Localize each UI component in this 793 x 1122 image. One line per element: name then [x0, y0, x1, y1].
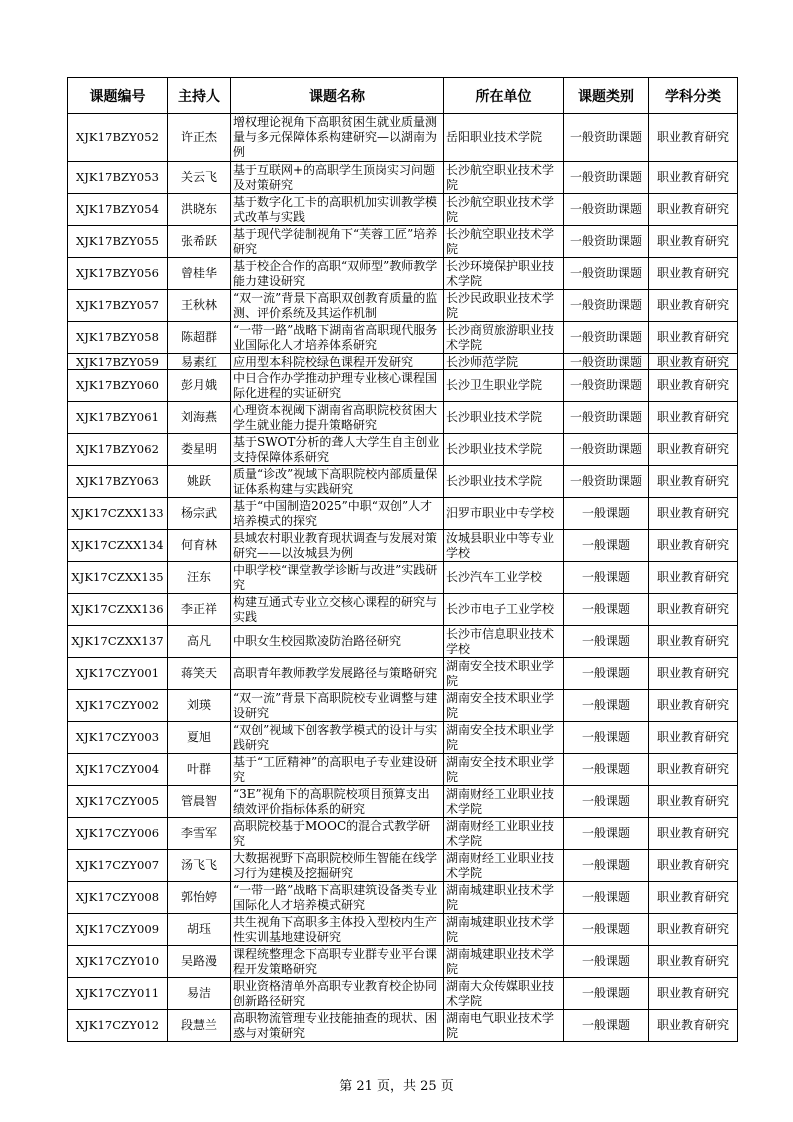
cell-field: 职业教育研究 [649, 722, 738, 754]
cell-field: 职业教育研究 [649, 690, 738, 722]
cell-host: 姚跃 [168, 466, 231, 498]
cell-title: “双一流”背景下高职双创教育质量的监测、评价系统及其运作机制 [231, 290, 444, 322]
cell-unit: 长沙卫生职业学院 [444, 370, 564, 402]
cell-host: 何育林 [168, 530, 231, 562]
table-row [68, 818, 738, 850]
cell-category: 一般资助课题 [564, 434, 649, 466]
cell-field: 职业教育研究 [649, 434, 738, 466]
header-code: 课题编号 [68, 78, 168, 114]
cell-unit: 长沙汽车工业学校 [444, 562, 564, 594]
table-row [68, 562, 738, 594]
cell-unit: 长沙航空职业技术学院 [444, 194, 564, 226]
table-row [68, 354, 738, 370]
cell-unit: 湖南安全技术职业学院 [444, 722, 564, 754]
cell-code: XJK17CZXX137 [68, 626, 168, 658]
cell-code: XJK17BZY056 [68, 258, 168, 290]
cell-unit: 湖南城建职业技术学院 [444, 946, 564, 978]
cell-title: 县域农村职业教育现状调查与发展对策研究——以汝城县为例 [231, 530, 444, 562]
cell-title: 应用型本科院校绿色课程开发研究 [231, 354, 444, 370]
table-row [68, 850, 738, 882]
cell-category: 一般资助课题 [564, 466, 649, 498]
cell-host: 夏旭 [168, 722, 231, 754]
cell-unit: 长沙航空职业技术学院 [444, 162, 564, 194]
cell-category: 一般课题 [564, 818, 649, 850]
cell-field: 职业教育研究 [649, 754, 738, 786]
cell-code: XJK17CZY009 [68, 914, 168, 946]
cell-field: 职业教育研究 [649, 226, 738, 258]
cell-unit: 长沙市信息职业技术学校 [444, 626, 564, 658]
cell-code: XJK17CZY001 [68, 658, 168, 690]
cell-host: 胡珏 [168, 914, 231, 946]
cell-category: 一般课题 [564, 946, 649, 978]
table-row [68, 978, 738, 1010]
cell-code: XJK17BZY052 [68, 114, 168, 162]
cell-title: “一带一路”战略下高职建筑设备类专业国际化人才培养模式研究 [231, 882, 444, 914]
cell-unit: 汝城县职业中等专业学校 [444, 530, 564, 562]
cell-title: 质量“诊改”视域下高职院校内部质量保证体系构建与实践研究 [231, 466, 444, 498]
cell-unit: 汨罗市职业中专学校 [444, 498, 564, 530]
cell-unit: 长沙商贸旅游职业技术学院 [444, 322, 564, 354]
header-title: 课题名称 [231, 78, 444, 114]
cell-code: XJK17BZY058 [68, 322, 168, 354]
cell-category: 一般资助课题 [564, 290, 649, 322]
cell-category: 一般课题 [564, 530, 649, 562]
cell-title: 基于校企合作的高职“双师型”教师教学能力建设研究 [231, 258, 444, 290]
page-footer: 第 21 页，共 25 页 [339, 1079, 454, 1094]
cell-field: 职业教育研究 [649, 1010, 738, 1042]
cell-category: 一般资助课题 [564, 194, 649, 226]
cell-host: 张希跃 [168, 226, 231, 258]
cell-host: 李雪军 [168, 818, 231, 850]
cell-code: XJK17BZY063 [68, 466, 168, 498]
cell-field: 职业教育研究 [649, 658, 738, 690]
cell-host: 曾桂华 [168, 258, 231, 290]
table-row [68, 114, 738, 162]
cell-title: 高职院校基于MOOC的混合式教学研究 [231, 818, 444, 850]
cell-category: 一般资助课题 [564, 114, 649, 162]
cell-code: XJK17BZY060 [68, 370, 168, 402]
cell-host: 蒋笑天 [168, 658, 231, 690]
cell-code: XJK17CZY002 [68, 690, 168, 722]
cell-unit: 湖南财经工业职业技术学院 [444, 786, 564, 818]
cell-code: XJK17BZY062 [68, 434, 168, 466]
cell-category: 一般课题 [564, 690, 649, 722]
cell-title: 中职学校“课堂教学诊断与改进”实践研究 [231, 562, 444, 594]
table-row [68, 194, 738, 226]
cell-code: XJK17BZY057 [68, 290, 168, 322]
cell-host: 李正祥 [168, 594, 231, 626]
cell-host: 管晨智 [168, 786, 231, 818]
cell-unit: 湖南安全技术职业学院 [444, 658, 564, 690]
cell-title: 基于数字化工卡的高职机加实训教学模式改革与实践 [231, 194, 444, 226]
cell-code: XJK17CZY010 [68, 946, 168, 978]
cell-unit: 湖南安全技术职业学院 [444, 690, 564, 722]
cell-unit: 湖南财经工业职业技术学院 [444, 818, 564, 850]
cell-unit: 长沙师范学院 [444, 354, 564, 370]
cell-host: 关云飞 [168, 162, 231, 194]
cell-unit: 湖南财经工业职业技术学院 [444, 850, 564, 882]
cell-host: 汪东 [168, 562, 231, 594]
cell-field: 职业教育研究 [649, 626, 738, 658]
cell-title: “一带一路”战略下湖南省高职现代服务业国际化人才培养体系研究 [231, 322, 444, 354]
cell-code: XJK17CZY007 [68, 850, 168, 882]
cell-host: 彭月娥 [168, 370, 231, 402]
cell-title: “双创”视域下创客教学模式的设计与实践研究 [231, 722, 444, 754]
table-row [68, 258, 738, 290]
cell-host: 易洁 [168, 978, 231, 1010]
cell-category: 一般课题 [564, 562, 649, 594]
cell-category: 一般课题 [564, 658, 649, 690]
table-row [68, 434, 738, 466]
cell-field: 职业教育研究 [649, 914, 738, 946]
cell-host: 刘瑛 [168, 690, 231, 722]
table-row [68, 626, 738, 658]
header-field: 学科分类 [649, 78, 738, 114]
cell-code: XJK17BZY053 [68, 162, 168, 194]
cell-field: 职业教育研究 [649, 530, 738, 562]
table-row [68, 594, 738, 626]
cell-code: XJK17BZY061 [68, 402, 168, 434]
table-row [68, 466, 738, 498]
header-category: 课题类别 [564, 78, 649, 114]
cell-category: 一般课题 [564, 786, 649, 818]
cell-title: 构建互通式专业立交核心课程的研究与实践 [231, 594, 444, 626]
cell-code: XJK17BZY054 [68, 194, 168, 226]
table-row [68, 530, 738, 562]
cell-title: 增权理论视角下高职贫困生就业质量测量与多元保障体系构建研究—以湖南为例 [231, 114, 444, 162]
table-header-row [68, 78, 738, 114]
cell-code: XJK17CZY006 [68, 818, 168, 850]
table-row [68, 914, 738, 946]
table-row [68, 882, 738, 914]
cell-field: 职业教育研究 [649, 594, 738, 626]
cell-title: 课程统整理念下高职专业群专业平台课程开发策略研究 [231, 946, 444, 978]
cell-code: XJK17CZY011 [68, 978, 168, 1010]
cell-title: 中职女生校园欺凌防治路径研究 [231, 626, 444, 658]
cell-host: 易素红 [168, 354, 231, 370]
cell-host: 段慧兰 [168, 1010, 231, 1042]
cell-field: 职业教育研究 [649, 978, 738, 1010]
cell-field: 职业教育研究 [649, 946, 738, 978]
cell-field: 职业教育研究 [649, 850, 738, 882]
cell-category: 一般资助课题 [564, 402, 649, 434]
cell-category: 一般课题 [564, 978, 649, 1010]
table-row [68, 162, 738, 194]
cell-category: 一般课题 [564, 850, 649, 882]
table-row [68, 946, 738, 978]
cell-category: 一般课题 [564, 722, 649, 754]
cell-category: 一般课题 [564, 882, 649, 914]
cell-category: 一般资助课题 [564, 370, 649, 402]
cell-title: “双一流”背景下高职院校专业调整与建设研究 [231, 690, 444, 722]
table-row [68, 226, 738, 258]
header-unit: 所在单位 [444, 78, 564, 114]
table-row [68, 690, 738, 722]
cell-field: 职业教育研究 [649, 882, 738, 914]
cell-title: 基于现代学徒制视角下“芙蓉工匠”培养研究 [231, 226, 444, 258]
cell-code: XJK17CZY008 [68, 882, 168, 914]
cell-title: “3E”视角下的高职院校项目预算支出绩效评价指标体系的研究 [231, 786, 444, 818]
cell-host: 高凡 [168, 626, 231, 658]
cell-code: XJK17CZY004 [68, 754, 168, 786]
table-body [68, 114, 738, 1042]
cell-field: 职业教育研究 [649, 562, 738, 594]
cell-title: 基于“工匠精神”的高职电子专业建设研究 [231, 754, 444, 786]
cell-category: 一般课题 [564, 498, 649, 530]
cell-unit: 长沙环境保护职业技术学院 [444, 258, 564, 290]
cell-category: 一般资助课题 [564, 354, 649, 370]
cell-code: XJK17CZXX135 [68, 562, 168, 594]
cell-field: 职业教育研究 [649, 466, 738, 498]
cell-host: 汤飞飞 [168, 850, 231, 882]
cell-unit: 湖南电气职业技术学院 [444, 1010, 564, 1042]
cell-title: 高职青年教师教学发展路径与策略研究 [231, 658, 444, 690]
cell-title: 职业资格清单外高职专业教育校企协同创新路径研究 [231, 978, 444, 1010]
cell-code: XJK17BZY055 [68, 226, 168, 258]
cell-unit: 长沙职业技术学院 [444, 434, 564, 466]
table-row [68, 722, 738, 754]
table-row [68, 322, 738, 354]
cell-category: 一般资助课题 [564, 322, 649, 354]
cell-host: 叶群 [168, 754, 231, 786]
cell-category: 一般课题 [564, 626, 649, 658]
cell-unit: 长沙市电子工业学校 [444, 594, 564, 626]
cell-host: 王秋林 [168, 290, 231, 322]
cell-title: 共生视角下高职多主体投入型校内生产性实训基地建设研究 [231, 914, 444, 946]
cell-host: 洪晓东 [168, 194, 231, 226]
cell-code: XJK17CZXX133 [68, 498, 168, 530]
table-row [68, 658, 738, 690]
table-row [68, 402, 738, 434]
cell-code: XJK17CZY005 [68, 786, 168, 818]
cell-field: 职业教育研究 [649, 258, 738, 290]
cell-field: 职业教育研究 [649, 354, 738, 370]
cell-category: 一般课题 [564, 1010, 649, 1042]
cell-code: XJK17CZY012 [68, 1010, 168, 1042]
cell-host: 刘海燕 [168, 402, 231, 434]
cell-category: 一般课题 [564, 594, 649, 626]
cell-title: 高职物流管理专业技能抽查的现状、困惑与对策研究 [231, 1010, 444, 1042]
cell-unit: 长沙职业技术学院 [444, 402, 564, 434]
cell-category: 一般资助课题 [564, 162, 649, 194]
cell-unit: 湖南安全技术职业学院 [444, 754, 564, 786]
cell-field: 职业教育研究 [649, 162, 738, 194]
cell-field: 职业教育研究 [649, 290, 738, 322]
table-row [68, 290, 738, 322]
cell-host: 陈超群 [168, 322, 231, 354]
cell-code: XJK17CZXX136 [68, 594, 168, 626]
cell-field: 职业教育研究 [649, 194, 738, 226]
cell-code: XJK17CZY003 [68, 722, 168, 754]
cell-host: 郭怡婷 [168, 882, 231, 914]
cell-field: 职业教育研究 [649, 498, 738, 530]
cell-category: 一般课题 [564, 914, 649, 946]
table-row [68, 498, 738, 530]
cell-unit: 长沙航空职业技术学院 [444, 226, 564, 258]
table-row [68, 370, 738, 402]
cell-field: 职业教育研究 [649, 818, 738, 850]
table-row [68, 754, 738, 786]
cell-title: 基于“中国制造2025”中职“双创”人才培养模式的探究 [231, 498, 444, 530]
cell-host: 娄星明 [168, 434, 231, 466]
cell-code: XJK17BZY059 [68, 354, 168, 370]
cell-field: 职业教育研究 [649, 786, 738, 818]
cell-unit: 湖南城建职业技术学院 [444, 882, 564, 914]
cell-title: 基于SWOT分析的聋人大学生自主创业支持保障体系研究 [231, 434, 444, 466]
table-row [68, 786, 738, 818]
cell-title: 大数据视野下高职院校师生智能在线学习行为建模及挖掘研究 [231, 850, 444, 882]
cell-title: 心理资本视阈下湖南省高职院校贫困大学生就业能力提升策略研究 [231, 402, 444, 434]
header-host: 主持人 [168, 78, 231, 114]
cell-unit: 长沙职业技术学院 [444, 466, 564, 498]
cell-category: 一般课题 [564, 754, 649, 786]
cell-title: 基于互联网+的高职学生顶岗实习问题及对策研究 [231, 162, 444, 194]
cell-host: 杨宗武 [168, 498, 231, 530]
cell-code: XJK17CZXX134 [68, 530, 168, 562]
table-row [68, 1010, 738, 1042]
cell-host: 许正杰 [168, 114, 231, 162]
cell-title: 中日合作办学推动护理专业核心课程国际化进程的实证研究 [231, 370, 444, 402]
cell-unit: 岳阳职业技术学院 [444, 114, 564, 162]
cell-host: 吴路漫 [168, 946, 231, 978]
cell-category: 一般资助课题 [564, 258, 649, 290]
cell-field: 职业教育研究 [649, 322, 738, 354]
cell-unit: 长沙民政职业技术学院 [444, 290, 564, 322]
cell-field: 职业教育研究 [649, 114, 738, 162]
project-table [67, 77, 738, 1042]
cell-field: 职业教育研究 [649, 402, 738, 434]
cell-category: 一般资助课题 [564, 226, 649, 258]
cell-unit: 湖南城建职业技术学院 [444, 914, 564, 946]
cell-unit: 湖南大众传媒职业技术学院 [444, 978, 564, 1010]
cell-field: 职业教育研究 [649, 370, 738, 402]
